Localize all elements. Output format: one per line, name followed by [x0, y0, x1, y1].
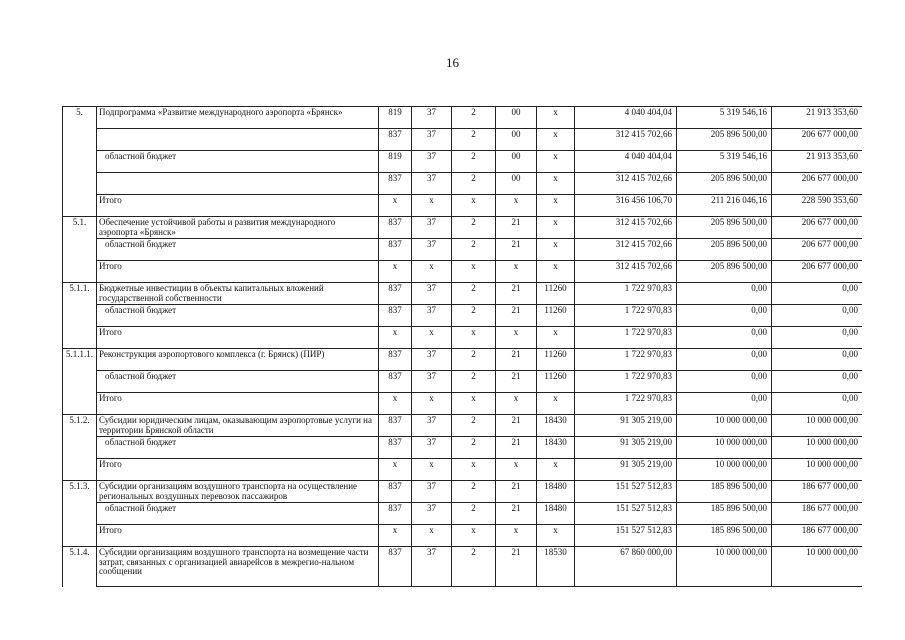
row-name-cell	[97, 173, 379, 195]
main-event-code-cell: х	[496, 459, 537, 481]
row-number-cell: 5.	[63, 107, 97, 129]
direction-code-cell: х	[537, 129, 575, 151]
direction-code-cell: 11260	[537, 371, 575, 393]
direction-code-cell: х	[537, 173, 575, 195]
amount-year2-cell: 0,00	[677, 327, 772, 349]
amount-year2-cell: 205 896 500,00	[677, 173, 772, 195]
grbs-code-cell: 837	[379, 415, 412, 437]
row-name-cell: областной бюджет	[97, 305, 379, 327]
grbs-code-cell: 837	[379, 481, 412, 503]
subprogram-code-cell: 2	[452, 437, 496, 459]
amount-year3-cell: 10 000 000,00	[772, 459, 863, 481]
amount-year1-cell: 312 415 702,66	[575, 173, 677, 195]
row-number-cell	[63, 129, 97, 151]
table-row	[63, 415, 863, 437]
amount-year2-cell: 5 319 546,16	[677, 107, 772, 129]
table-row	[63, 503, 863, 525]
amount-year1-cell: 91 305 219,00	[575, 415, 677, 437]
amount-year1-cell: 1 722 970,83	[575, 371, 677, 393]
amount-year3-cell: 0,00	[772, 283, 863, 305]
direction-code-cell: х	[537, 151, 575, 173]
grbs-code-cell: х	[379, 525, 412, 547]
main-event-code-cell: 21	[496, 239, 537, 261]
amount-year1-cell: 151 527 512,83	[575, 503, 677, 525]
program-code-cell: х	[412, 195, 452, 217]
table-row	[63, 173, 863, 195]
table-row	[63, 393, 863, 415]
program-code-cell: 37	[412, 349, 452, 371]
table-row	[63, 283, 863, 305]
main-event-code-cell: х	[496, 525, 537, 547]
direction-code-cell: х	[537, 217, 575, 239]
row-name-cell: Субсидии юридическим лицам, оказывающим аэропортовые услуги на территории Брянской области	[97, 415, 379, 437]
row-number-cell: 5.1.2.	[63, 415, 97, 437]
row-number-cell	[63, 503, 97, 525]
main-event-code-cell: х	[496, 261, 537, 283]
table-row	[63, 525, 863, 547]
amount-year2-cell: 10 000 000,00	[677, 437, 772, 459]
amount-year3-cell: 206 677 000,00	[772, 173, 863, 195]
row-name-cell: областной бюджет	[97, 503, 379, 525]
amount-year2-cell: 185 896 500,00	[677, 481, 772, 503]
subprogram-code-cell: 2	[452, 547, 496, 587]
amount-year3-cell: 186 677 000,00	[772, 525, 863, 547]
program-code-cell: 37	[412, 481, 452, 503]
row-number-cell	[63, 459, 97, 481]
row-number-cell	[63, 151, 97, 173]
program-code-cell: 37	[412, 371, 452, 393]
budget-table	[62, 106, 862, 587]
amount-year3-cell: 0,00	[772, 393, 863, 415]
subprogram-code-cell: 2	[452, 239, 496, 261]
program-code-cell: х	[412, 261, 452, 283]
row-number-cell	[63, 261, 97, 283]
row-name-cell: Итого	[97, 327, 379, 349]
amount-year1-cell: 151 527 512,83	[575, 525, 677, 547]
program-code-cell: 37	[412, 547, 452, 587]
row-number-cell	[63, 173, 97, 195]
amount-year1-cell: 67 860 000,00	[575, 547, 677, 587]
table-row	[63, 459, 863, 481]
page-number: 16	[446, 55, 459, 70]
amount-year2-cell: 205 896 500,00	[677, 129, 772, 151]
subprogram-code-cell: х	[452, 327, 496, 349]
grbs-code-cell: 837	[379, 305, 412, 327]
direction-code-cell: х	[537, 107, 575, 129]
direction-code-cell: х	[537, 239, 575, 261]
amount-year2-cell: 0,00	[677, 349, 772, 371]
amount-year1-cell: 312 415 702,66	[575, 217, 677, 239]
main-event-code-cell: х	[496, 327, 537, 349]
budget-table-container	[62, 106, 862, 640]
amount-year1-cell: 1 722 970,83	[575, 349, 677, 371]
amount-year2-cell: 0,00	[677, 305, 772, 327]
subprogram-code-cell: х	[452, 393, 496, 415]
grbs-code-cell: 837	[379, 129, 412, 151]
row-number-cell: 5.1.3.	[63, 481, 97, 503]
grbs-code-cell: х	[379, 327, 412, 349]
subprogram-code-cell: 2	[452, 283, 496, 305]
direction-code-cell: 11260	[537, 349, 575, 371]
program-code-cell: 37	[412, 217, 452, 239]
main-event-code-cell: 21	[496, 437, 537, 459]
direction-code-cell: х	[537, 195, 575, 217]
subprogram-code-cell: 2	[452, 349, 496, 371]
row-name-cell: Субсидии организациям воздушного транспорта на возмещение части затрат, связанных с организацией авиарейсов в межрегио-нальном сообщении	[97, 547, 379, 587]
amount-year1-cell: 91 305 219,00	[575, 459, 677, 481]
table-row	[63, 239, 863, 261]
table-row	[63, 151, 863, 173]
grbs-code-cell: 837	[379, 239, 412, 261]
subprogram-code-cell: 2	[452, 173, 496, 195]
row-name-cell: Бюджетные инвестиции в объекты капитальных вложений государственной собственности	[97, 283, 379, 305]
row-name-cell: Обеспечение устойчивой работы и развития международного аэропорта «Брянск»	[97, 217, 379, 239]
row-name-cell	[97, 129, 379, 151]
main-event-code-cell: 21	[496, 547, 537, 587]
table-row	[63, 305, 863, 327]
direction-code-cell: 11260	[537, 305, 575, 327]
main-event-code-cell: 00	[496, 129, 537, 151]
amount-year2-cell: 185 896 500,00	[677, 525, 772, 547]
subprogram-code-cell: 2	[452, 481, 496, 503]
table-row	[63, 195, 863, 217]
grbs-code-cell: 837	[379, 371, 412, 393]
amount-year2-cell: 10 000 000,00	[677, 459, 772, 481]
row-name-cell: областной бюджет	[97, 239, 379, 261]
grbs-code-cell: 837	[379, 173, 412, 195]
subprogram-code-cell: 2	[452, 305, 496, 327]
main-event-code-cell: 00	[496, 151, 537, 173]
main-event-code-cell: 21	[496, 503, 537, 525]
amount-year3-cell: 0,00	[772, 371, 863, 393]
amount-year3-cell: 206 677 000,00	[772, 129, 863, 151]
row-number-cell: 5.1.4.	[63, 547, 97, 587]
amount-year1-cell: 312 415 702,66	[575, 239, 677, 261]
direction-code-cell: 18480	[537, 503, 575, 525]
amount-year3-cell: 10 000 000,00	[772, 437, 863, 459]
grbs-code-cell: 837	[379, 437, 412, 459]
amount-year1-cell: 4 040 404,04	[575, 151, 677, 173]
table-row	[63, 371, 863, 393]
program-code-cell: 37	[412, 173, 452, 195]
grbs-code-cell: 837	[379, 547, 412, 587]
main-event-code-cell: 21	[496, 349, 537, 371]
subprogram-code-cell: 2	[452, 151, 496, 173]
amount-year2-cell: 0,00	[677, 371, 772, 393]
row-number-cell	[63, 305, 97, 327]
amount-year1-cell: 1 722 970,83	[575, 393, 677, 415]
table-row	[63, 261, 863, 283]
program-code-cell: х	[412, 327, 452, 349]
amount-year3-cell: 206 677 000,00	[772, 261, 863, 283]
table-row	[63, 481, 863, 503]
row-name-cell: Итого	[97, 393, 379, 415]
amount-year3-cell: 0,00	[772, 327, 863, 349]
amount-year3-cell: 21 913 353,60	[772, 151, 863, 173]
subprogram-code-cell: 2	[452, 107, 496, 129]
amount-year3-cell: 21 913 353,60	[772, 107, 863, 129]
amount-year1-cell: 1 722 970,83	[575, 305, 677, 327]
row-number-cell: 5.1.1.	[63, 283, 97, 305]
program-code-cell: 37	[412, 129, 452, 151]
row-number-cell: 5.1.	[63, 217, 97, 239]
grbs-code-cell: 837	[379, 503, 412, 525]
amount-year3-cell: 0,00	[772, 349, 863, 371]
main-event-code-cell: 21	[496, 371, 537, 393]
row-number-cell	[63, 437, 97, 459]
amount-year1-cell: 312 415 702,66	[575, 261, 677, 283]
amount-year2-cell: 5 319 546,16	[677, 151, 772, 173]
row-name-cell: Итого	[97, 525, 379, 547]
row-name-cell: областной бюджет	[97, 371, 379, 393]
subprogram-code-cell: 2	[452, 217, 496, 239]
amount-year1-cell: 316 456 106,70	[575, 195, 677, 217]
main-event-code-cell: 21	[496, 481, 537, 503]
direction-code-cell: 18430	[537, 437, 575, 459]
subprogram-code-cell: х	[452, 525, 496, 547]
row-name-cell: Итого	[97, 459, 379, 481]
amount-year2-cell: 10 000 000,00	[677, 415, 772, 437]
row-number-cell	[63, 371, 97, 393]
main-event-code-cell: 21	[496, 283, 537, 305]
grbs-code-cell: 819	[379, 107, 412, 129]
direction-code-cell: х	[537, 393, 575, 415]
amount-year1-cell: 91 305 219,00	[575, 437, 677, 459]
amount-year3-cell: 206 677 000,00	[772, 217, 863, 239]
amount-year3-cell: 0,00	[772, 305, 863, 327]
subprogram-code-cell: 2	[452, 503, 496, 525]
subprogram-code-cell: 2	[452, 129, 496, 151]
grbs-code-cell: 837	[379, 283, 412, 305]
program-code-cell: 37	[412, 415, 452, 437]
grbs-code-cell: х	[379, 459, 412, 481]
row-number-cell	[63, 393, 97, 415]
grbs-code-cell: 837	[379, 217, 412, 239]
table-row	[63, 217, 863, 239]
amount-year3-cell: 186 677 000,00	[772, 503, 863, 525]
program-code-cell: х	[412, 393, 452, 415]
amount-year2-cell: 211 216 046,16	[677, 195, 772, 217]
budget-table-body	[63, 107, 863, 587]
grbs-code-cell: 819	[379, 151, 412, 173]
table-row	[63, 107, 863, 129]
subprogram-code-cell: х	[452, 261, 496, 283]
row-name-cell: Реконструкция аэропортового комплекса (г. Брянск) (ПИР)	[97, 349, 379, 371]
amount-year3-cell: 186 677 000,00	[772, 481, 863, 503]
subprogram-code-cell: 2	[452, 415, 496, 437]
main-event-code-cell: х	[496, 393, 537, 415]
main-event-code-cell: 21	[496, 305, 537, 327]
program-code-cell: х	[412, 459, 452, 481]
amount-year2-cell: 205 896 500,00	[677, 217, 772, 239]
amount-year2-cell: 0,00	[677, 393, 772, 415]
grbs-code-cell: х	[379, 393, 412, 415]
direction-code-cell: х	[537, 525, 575, 547]
row-name-cell: Подпрограмма «Развитие международного аэропорта «Брянск»	[97, 107, 379, 129]
amount-year1-cell: 151 527 512,83	[575, 481, 677, 503]
direction-code-cell: 18430	[537, 415, 575, 437]
direction-code-cell: 11260	[537, 283, 575, 305]
amount-year2-cell: 0,00	[677, 283, 772, 305]
grbs-code-cell: 837	[379, 349, 412, 371]
program-code-cell: 37	[412, 283, 452, 305]
amount-year3-cell: 10 000 000,00	[772, 415, 863, 437]
amount-year1-cell: 4 040 404,04	[575, 107, 677, 129]
amount-year3-cell: 228 590 353,60	[772, 195, 863, 217]
grbs-code-cell: х	[379, 195, 412, 217]
row-name-cell: Субсидии организациям воздушного транспорта на осуществление региональных воздушных перевозок пассажиров	[97, 481, 379, 503]
row-number-cell	[63, 327, 97, 349]
table-row	[63, 547, 863, 587]
amount-year3-cell: 206 677 000,00	[772, 239, 863, 261]
main-event-code-cell: 00	[496, 173, 537, 195]
direction-code-cell: х	[537, 327, 575, 349]
amount-year1-cell: 312 415 702,66	[575, 129, 677, 151]
subprogram-code-cell: х	[452, 195, 496, 217]
row-number-cell: 5.1.1.1.	[63, 349, 97, 371]
amount-year1-cell: 1 722 970,83	[575, 327, 677, 349]
table-row	[63, 327, 863, 349]
row-name-cell: Итого	[97, 261, 379, 283]
program-code-cell: х	[412, 525, 452, 547]
amount-year1-cell: 1 722 970,83	[575, 283, 677, 305]
amount-year3-cell: 10 000 000,00	[772, 547, 863, 587]
main-event-code-cell: 21	[496, 217, 537, 239]
main-event-code-cell: 00	[496, 107, 537, 129]
program-code-cell: 37	[412, 239, 452, 261]
amount-year2-cell: 205 896 500,00	[677, 261, 772, 283]
table-row	[63, 349, 863, 371]
subprogram-code-cell: х	[452, 459, 496, 481]
row-number-cell	[63, 195, 97, 217]
row-name-cell: областной бюджет	[97, 437, 379, 459]
amount-year2-cell: 205 896 500,00	[677, 239, 772, 261]
row-number-cell	[63, 525, 97, 547]
main-event-code-cell: х	[496, 195, 537, 217]
row-name-cell: Итого	[97, 195, 379, 217]
program-code-cell: 37	[412, 107, 452, 129]
row-name-cell: областной бюджет	[97, 151, 379, 173]
grbs-code-cell: х	[379, 261, 412, 283]
program-code-cell: 37	[412, 437, 452, 459]
table-row	[63, 129, 863, 151]
program-code-cell: 37	[412, 151, 452, 173]
row-number-cell	[63, 239, 97, 261]
amount-year2-cell: 10 000 000,00	[677, 547, 772, 587]
direction-code-cell: х	[537, 261, 575, 283]
main-event-code-cell: 21	[496, 415, 537, 437]
table-row	[63, 437, 863, 459]
direction-code-cell: 18480	[537, 481, 575, 503]
program-code-cell: 37	[412, 305, 452, 327]
amount-year2-cell: 185 896 500,00	[677, 503, 772, 525]
direction-code-cell: 18530	[537, 547, 575, 587]
subprogram-code-cell: 2	[452, 371, 496, 393]
program-code-cell: 37	[412, 503, 452, 525]
direction-code-cell: х	[537, 459, 575, 481]
